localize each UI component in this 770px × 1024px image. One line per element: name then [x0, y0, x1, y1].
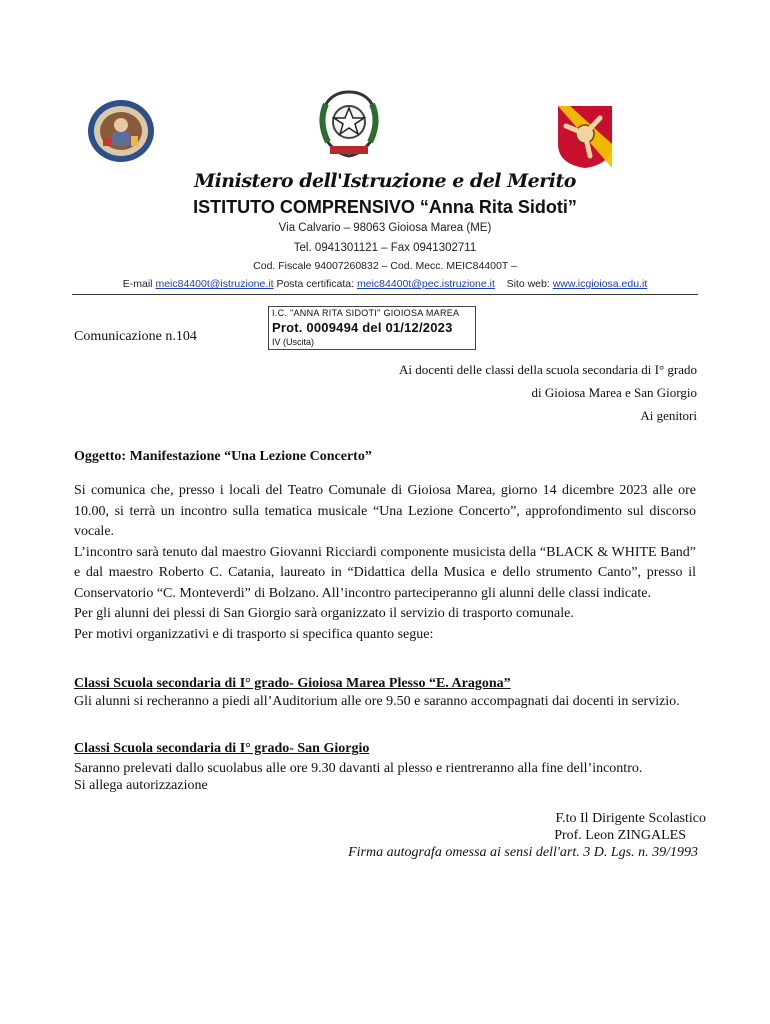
recipient-line: Ai docenti delle classi della scuola secondaria di I° grado [399, 362, 697, 377]
header-divider [72, 294, 698, 295]
protocol-number: Prot. 0009494 del 01/12/2023 [272, 320, 453, 335]
web-link[interactable]: www.icgioiosa.edu.it [552, 278, 648, 290]
section-body-line: Saranno prelevati dallo scuolabus alle ore 9.30 davanti al plesso e rientreranno alla fine dell’incontro. [74, 761, 643, 776]
communication-number: Comunicazione n.104 [74, 329, 197, 344]
body-paragraph: L’incontro sarà tenuto dal maestro Giovanni Ricciardi componente musicista della “BLACK & WHITE Band” e dal maestro Roberto C. Catania, laureato in “Didattica della Musica e dello strumento Canto”, presso il Conservatorio “C. Monteverdi” di Bolzano. All’incontro parteciperanno gli alunni delle classi indicate. [74, 544, 696, 601]
recipient-line: Ai genitori [640, 408, 697, 423]
school-codes: Cod. Fiscale 94007260832 – Cod. Mecc. MEIC84400T – [253, 260, 517, 272]
section-body [74, 760, 704, 794]
email-link[interactable]: meic84400t@istruzione.it [155, 278, 274, 290]
section-title: Classi Scuola secondaria di I° grado- San Giorgio [74, 741, 370, 756]
section-body: Gli alunni si recheranno a piedi all’Auditorium alle ore 9.50 e saranno accompagnati dai docenti in servizio. [74, 694, 680, 709]
email-label: E-mail [122, 278, 153, 290]
pec-label: Posta certificata: [276, 278, 355, 290]
school-name: ISTITUTO COMPRENSIVO “Anna Rita Sidoti” [193, 197, 577, 217]
sicily-trinacria-icon [556, 104, 614, 170]
body-paragraph: Per gli alunni dei plessi di San Giorgio sarà organizzato il servizio di trasporto comunale. [74, 606, 574, 621]
protocol-issuer: I.C. "ANNA RITA SIDOTI" GIOIOSA MAREA [272, 308, 460, 318]
school-seal-icon [86, 98, 156, 164]
letter-body [74, 481, 696, 645]
protocol-stamp [268, 306, 476, 350]
attachment-note: Si allega autorizzazione [74, 778, 208, 793]
signature-name: Prof. Leon ZINGALES [554, 828, 686, 843]
section-title: Classi Scuola secondaria di I° grado- Gioiosa Marea Plesso “E. Aragona” [74, 676, 511, 691]
italian-republic-emblem-icon [314, 86, 384, 162]
body-paragraph: Si comunica che, presso i locali del Teatro Comunale di Gioiosa Marea, giorno 14 dicembre 2023 alle ore 10.00, si terrà un incontro sulla tematica musicale “Una Lezione Concerto”, approfondimento sul discorso vocale. [74, 483, 696, 539]
contact-line [0, 278, 770, 290]
school-address: Via Calvario – 98063 Gioiosa Marea (ME) [278, 222, 492, 234]
signature-role: F.to Il Dirigente Scolastico [555, 811, 706, 826]
subject-line: Oggetto: Manifestazione “Una Lezione Concerto” [74, 449, 372, 464]
web-label: Sito web: [506, 278, 550, 290]
protocol-direction: IV (Uscita) [272, 337, 315, 347]
body-paragraph: Per motivi organizzativi e di trasporto si specifica quanto segue: [74, 626, 434, 642]
pec-link[interactable]: meic84400t@pec.istruzione.it [356, 278, 495, 290]
ministry-name: Ministero dell'Istruzione e del Merito [194, 170, 576, 192]
signature-note: Firma autografa omessa ai sensi dell'art. 3 D. Lgs. n. 39/1993 [348, 845, 698, 860]
school-phone: Tel. 0941301121 – Fax 0941302711 [293, 242, 477, 254]
recipient-line: di Gioiosa Marea e San Giorgio [531, 385, 697, 400]
